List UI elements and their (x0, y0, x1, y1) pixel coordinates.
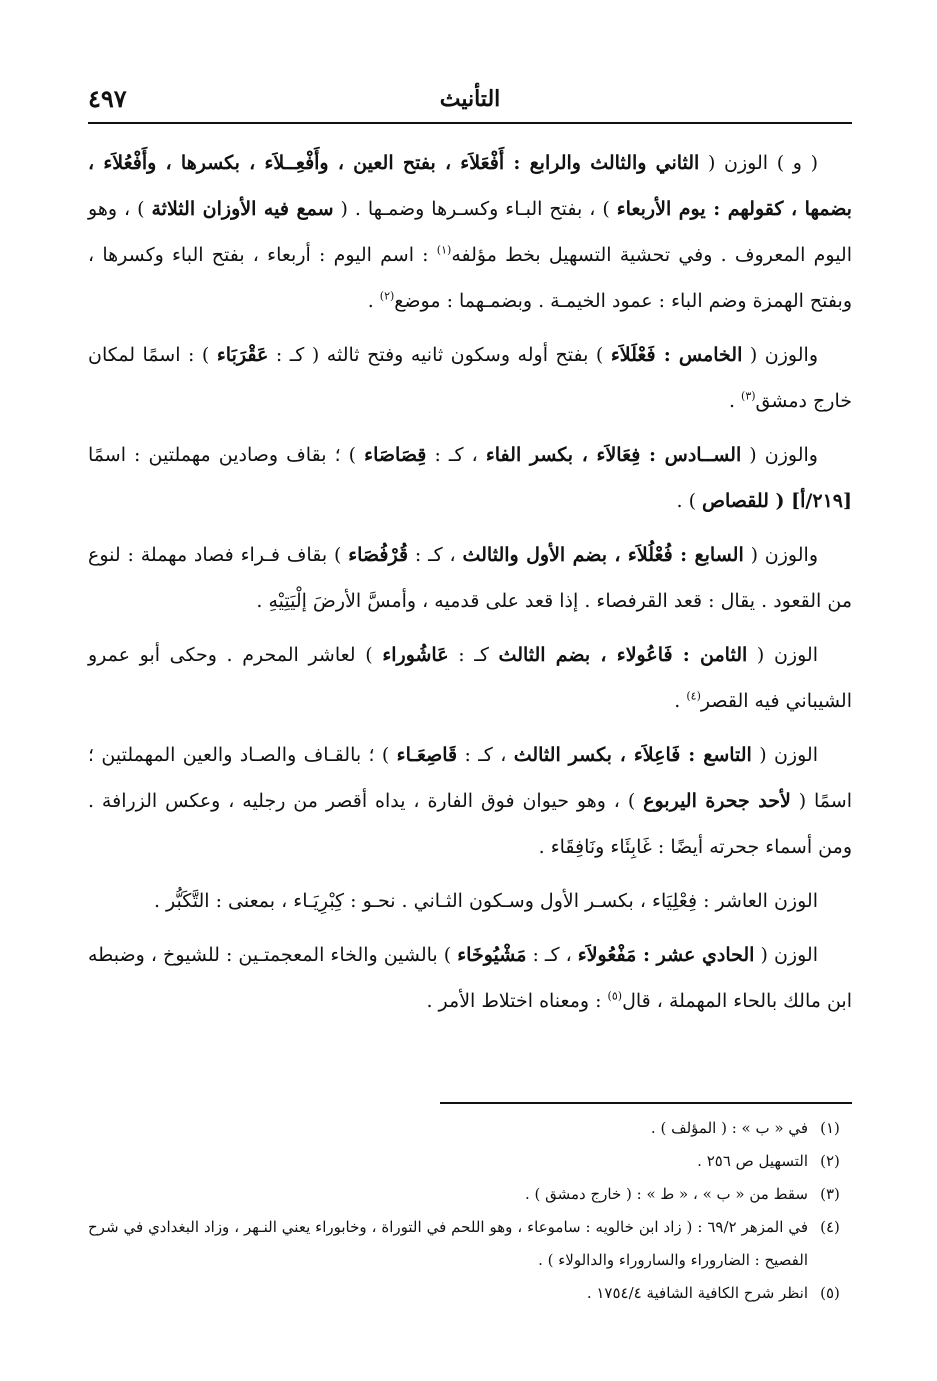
text-run: ) ؛ بقاف وصادين مهملتين : اسمًا (88, 444, 365, 466)
footnote-number: (٣) (820, 1185, 840, 1203)
bold-text: عَقْرَبَاء (216, 344, 269, 366)
paragraph (88, 432, 852, 524)
text-run: ( و ) الوزن ( (699, 152, 819, 174)
text-run: ) ، بفتح البـاء وكسـرها وضمـها . ( (333, 198, 617, 220)
footnote-reference: (٢) (379, 289, 395, 303)
text-run: الوزن ( (754, 944, 818, 966)
footnote-text: التسهيل ص ٢٥٦ . (697, 1152, 808, 1170)
footnote-text: انظر شرح الكافية الشافية ١٧٥٤/٤ . (586, 1284, 808, 1302)
running-title: التأنيث (439, 86, 501, 112)
footnote-separator (440, 1102, 852, 1104)
bold-text: قَاصِعَـاء (396, 744, 458, 766)
bold-text: مَشْيُوخَاء (457, 944, 527, 966)
text-run: كـ : (448, 644, 499, 666)
bold-text: عَاشُوراء (382, 644, 449, 666)
main-text (88, 140, 852, 1032)
text-run: ) ، وهو حيوان فوق الفارة ، يداه أقصر من رجليه ، وعكس الزرافة . ومن أسماء جحرته أيضًا : غَابِئَاء ونَافِقَاء . (88, 790, 852, 858)
text-run: ، كـ : (426, 444, 486, 466)
footnote-number: (٥) (820, 1284, 840, 1302)
footnote (88, 1112, 852, 1145)
text-run: والوزن ( (741, 444, 818, 466)
text-run: ) . (676, 490, 703, 512)
bold-text: قِصَاصَاء (364, 444, 427, 466)
paragraph (88, 332, 852, 424)
text-run: الوزن ( (751, 744, 818, 766)
bold-text: الســادس : فِعَالاَء ، بكسر الفاء (485, 444, 742, 466)
text-run: : اسم اليوم : أربعاء ، بفتح الباء وكسرها ، وبفتح الهمزة وضم الباء : عمود الخيمـة . وبضمـهما : موضع (88, 244, 852, 312)
text-run: . (728, 390, 742, 412)
text-run: والوزن ( (743, 544, 818, 566)
text-run: ، كـ : (457, 744, 514, 766)
text-run: ) ؛ بالقـاف والصـاد والعين المهملتين ؛ اسمًا ( (88, 744, 852, 812)
footnote-text: في « ب » : ( المؤلف ) . (650, 1119, 808, 1137)
paragraph (88, 878, 852, 924)
paragraph (88, 532, 852, 624)
footnote (88, 1145, 852, 1178)
text-run: ) بالشين والخاء المعجمتـين : للشيوخ ، وضبطه ابن مالك بالحاء المهملة ، قال (88, 944, 852, 1012)
footnote-reference: (٤) (686, 689, 701, 703)
text-run: : ومعناه اختلاط الأمر . (426, 990, 608, 1012)
footnotes (88, 1112, 852, 1310)
text-run: ) ، وهو اليوم المعروف . وفي تحشية التسهيل بخط مؤلفه (88, 198, 853, 266)
text-run: ) : اسمًا لمكان خارج دمشق (88, 344, 852, 412)
bold-text: قُرْفُصَاء (348, 544, 409, 566)
footnote-number: (٤) (820, 1218, 840, 1236)
footnote-text: في المزهر ٦٩/٢ : ( زاد ابن خالويه : ساموعاء ، وهو اللحم في التوراة ، وخابوراء يعني النـهر ، وزاد البغدادي في شرح الفصيح : الضاروراء والساروراء والدالولاء ) . (88, 1218, 808, 1269)
bold-text: السابع : فُعْلُلاَء ، بضم الأول والثالث (462, 544, 744, 566)
text-run: ) لعاشر المحرم . وحكى أبو عمرو الشيباني فيه القصر (88, 644, 852, 712)
footnote-reference: (٣) (741, 389, 756, 403)
footnote (88, 1211, 852, 1277)
footnote (88, 1277, 852, 1310)
page-number: ٤٩٧ (88, 84, 127, 113)
paragraph (88, 932, 852, 1024)
paragraph (88, 732, 852, 870)
page-header (88, 84, 852, 124)
footnote-reference: (٥) (607, 989, 623, 1003)
footnote-text: سقط من « ب » ، « ط » : ( خارج دمشق ) . (524, 1185, 808, 1203)
bold-text: التاسع : فَاعِلاَء ، بكسر الثالث (513, 744, 752, 766)
text-run: ) بقاف فـراء فصاد مهملة : لنوع من القعود . يقال : قعد القرفصاء . إذا قعد على قدميه ، وأمسَّ الأرضَ إلْيَتِيْهِ . (88, 544, 852, 612)
bold-text: [٢١٩/أ] ( للقصاص (702, 490, 852, 512)
bold-text: الثامن : فَاعُولاء ، بضم الثالث (498, 644, 748, 666)
footnote-reference: (١) (436, 243, 452, 257)
text-run: ) بفتح أوله وسكون ثانيه وفتح ثالثه ( كـ : (268, 344, 611, 366)
bold-text: الحادي عشر : مَفْعُولاَء (577, 944, 755, 966)
bold-text: الخامس : فَعْلَلاَء (610, 344, 743, 366)
footnote-number: (١) (820, 1119, 840, 1137)
text-run: . (367, 290, 380, 312)
text-run: . (674, 690, 687, 712)
bold-text: الثاني والثالث والرابع : أَفْعَلاَء ، بفتح العين ، وأَفْعِــلاَء ، بكسرها ، وأَفْعُلاَء ، بضمها ، كقولهم : يوم الأربعاء (88, 152, 852, 220)
footnote-number: (٢) (820, 1152, 840, 1170)
bold-text: سمع فيه الأوزان الثلاثة (151, 198, 334, 220)
text-run: الوزن العاشر : فِعْلِيَاء ، بكسـر الأول وسـكون الثـاني . نحـو : كِبْرِيَـاء ، بمعنى : التَّكَبُّر . (153, 890, 818, 912)
footnote (88, 1178, 852, 1211)
text-run: والوزن ( (742, 344, 818, 366)
paragraph (88, 140, 852, 324)
paragraph (88, 632, 852, 724)
text-run: ، كـ : (408, 544, 463, 566)
bold-text: لأحد جحرة اليربوع (643, 790, 791, 812)
text-run: الوزن ( (747, 644, 818, 666)
text-run: ، كـ : (526, 944, 578, 966)
